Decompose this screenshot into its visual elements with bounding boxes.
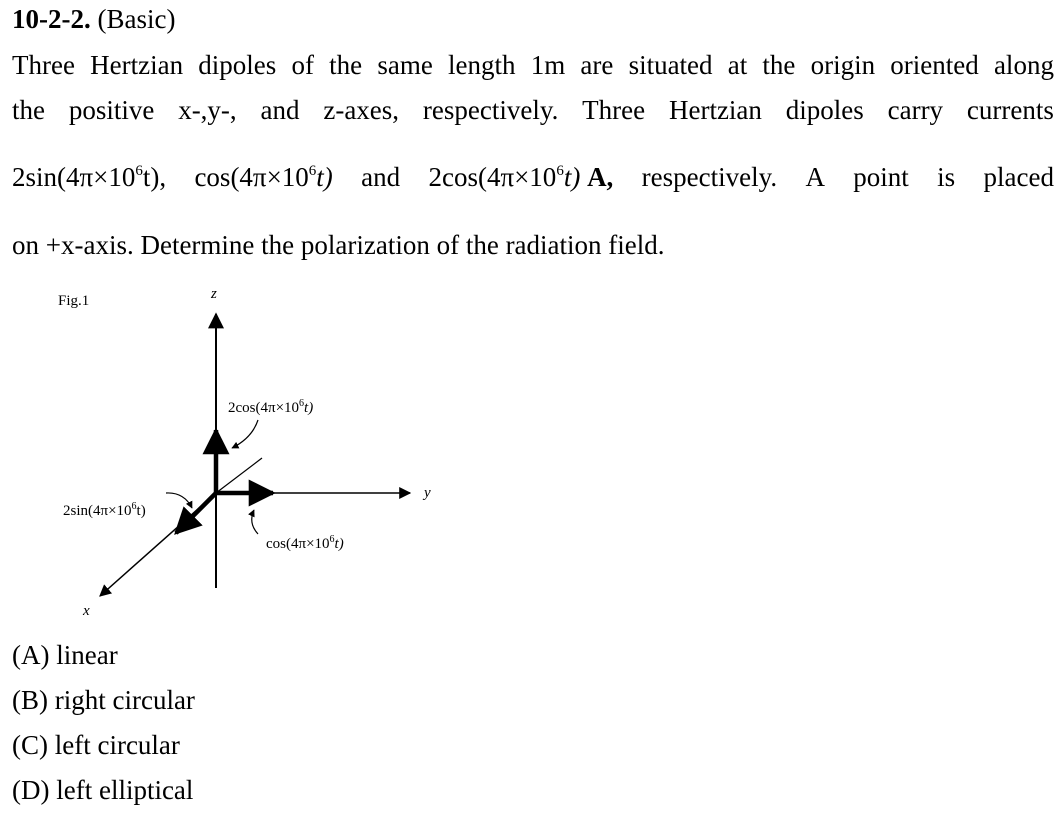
word: x-,y-, [178, 95, 237, 125]
word: Hertzian [668, 95, 762, 125]
problem-number: 10-2-2. [12, 4, 91, 34]
z-dipole-current-label: $2\cos(4\pi\times 10^6t)$ [228, 398, 314, 416]
word: Hertzian [90, 50, 184, 80]
choice-c[interactable]: (C) left circular [12, 730, 180, 760]
word: dipoles [198, 50, 277, 80]
problem-text-line-2 [12, 95, 1054, 126]
word: A [805, 162, 825, 192]
word: situated [628, 50, 713, 80]
word: z-axes, [323, 95, 400, 125]
word: Three [582, 95, 646, 125]
problem-text-line-4: on +x-axis. Determine the polarization of the radiation field. [12, 230, 665, 260]
choice-d[interactable]: (D) left elliptical [12, 775, 194, 805]
word: of [291, 50, 314, 80]
word: same [377, 50, 433, 80]
word: Three [12, 50, 75, 80]
word: and [260, 95, 300, 125]
word: placed [983, 162, 1054, 192]
y-label-pointer [252, 510, 258, 534]
word: carry [887, 95, 944, 125]
word: origin [810, 50, 876, 80]
word: at [727, 50, 748, 80]
word: respectively. [641, 162, 778, 192]
dipole-axes-figure [0, 278, 520, 623]
y-axis-label: y [424, 485, 431, 501]
word: point [853, 162, 909, 192]
problem-heading [12, 4, 175, 35]
word: is [937, 162, 956, 192]
word: are [580, 50, 614, 80]
word: 1m [530, 50, 566, 80]
x-dipole-arrow [176, 493, 216, 533]
word: the [12, 95, 45, 125]
word: the [329, 50, 363, 80]
word: currents [966, 95, 1054, 125]
x-label-pointer [166, 493, 192, 508]
choice-b[interactable]: (B) right circular [12, 685, 195, 715]
current-x-expression: $2\sin(4\pi\times 10^6t)$, [12, 162, 167, 192]
word: respectively. [422, 95, 559, 125]
word: the [762, 50, 796, 80]
word: along [993, 50, 1054, 80]
problem-level: (Basic) [97, 4, 176, 34]
word: positive [68, 95, 155, 125]
current-y-expression: $\cos(4\pi\times 10^6t)$ [194, 162, 333, 192]
word: dipoles [785, 95, 864, 125]
x-axis-label: x [83, 603, 90, 619]
diagonal-guide-line [216, 458, 262, 493]
word: oriented [890, 50, 979, 80]
fig-label: Fig.1 [58, 293, 90, 309]
current-z-expression: $2\cos(4\pi\times 10^6t)$ A, [428, 162, 614, 192]
problem-text-line-1 [12, 50, 1054, 81]
z-label-pointer [232, 420, 258, 448]
x-dipole-current-label: $2\sin(4\pi\times 10^6t)$ [63, 501, 146, 519]
z-axis-label: z [211, 286, 217, 302]
y-dipole-current-label: $\cos(4\pi\times 10^6t)$ [266, 534, 344, 552]
word: length [448, 50, 516, 80]
choice-a[interactable]: (A) linear [12, 640, 118, 670]
problem-text-line-3 [12, 162, 1054, 193]
and-word: and [361, 162, 401, 192]
